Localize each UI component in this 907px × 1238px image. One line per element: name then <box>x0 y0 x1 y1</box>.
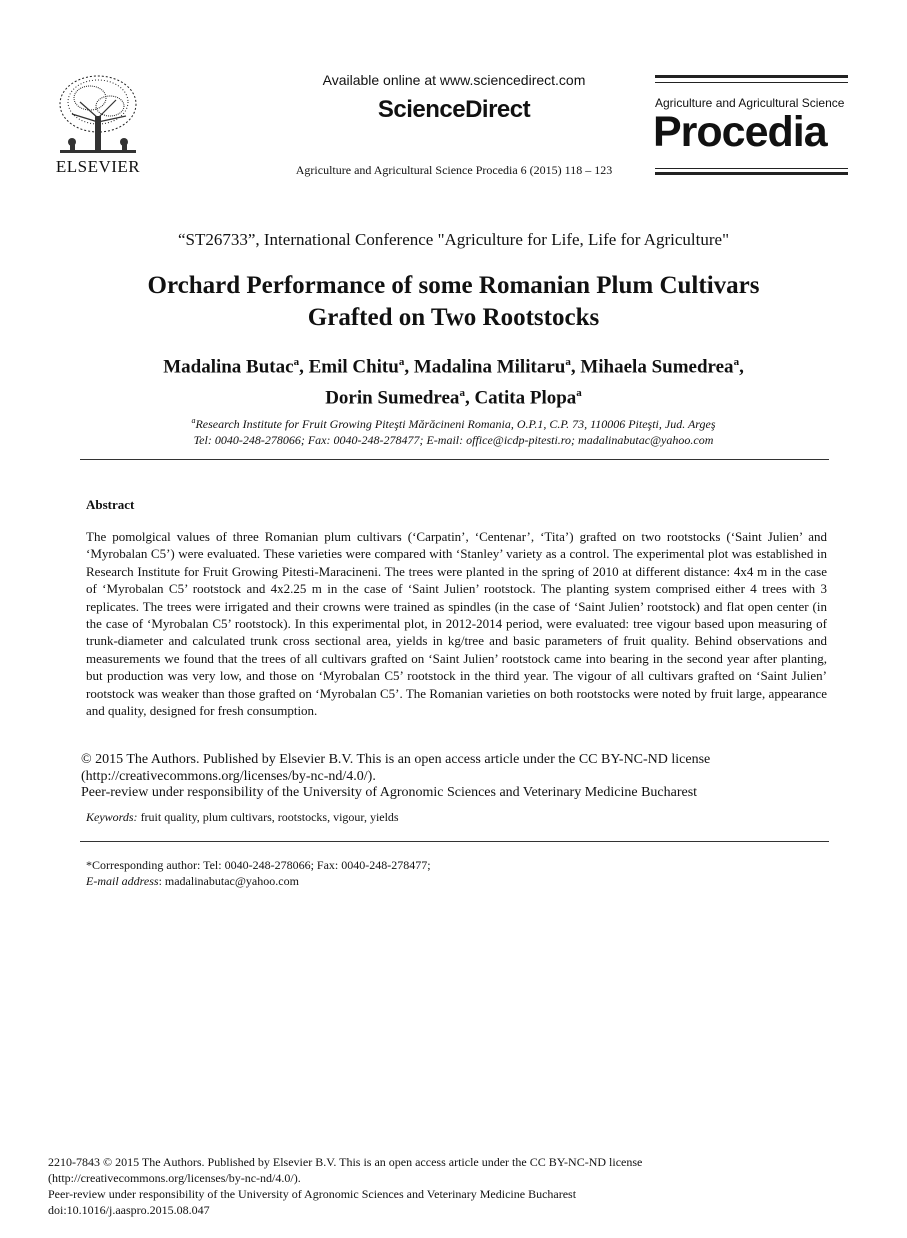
footer-license-link[interactable]: (http://creativecommons.org/licenses/by-nc-nd/4.0/). <box>48 1171 301 1185</box>
doi-link[interactable]: doi:10.1016/j.aaspro.2015.08.047 <box>48 1203 210 1217</box>
journal-citation: Agriculture and Agricultural Science Procedia 6 (2015) 118 – 123 <box>295 163 613 177</box>
abstract-body: The pomolgical values of three Romanian plum cultivars (‘Carpatin’, ‘Centenar’, ‘Tita’) grafted on two rootstocks (‘Saint Julien’ and ‘Myrobalan C5’) were evaluated. These varieties were compared with ‘Stanley’ variety as a control. The experimental plot was established in Research Institute for Fruit Growing Pitesti-Maracineni. The trees were planted in the spring of 2010 at different distance: 4x4 m in the case of ‘Myrobalan C5’ rootstock and 4x2.25 m in the case of ‘Saint Julien’ rootstock. The planting system comprised either 4 trees with 3 replicates. The trees were irrigated and their crowns were trained as spindles (in the case of ‘Saint Julien’ rootstock) and flat open center (in the case of ‘Myrobalan C5’ rootstock). In this experimental plot, in 2012-2014 period, were evaluated: tree vigour based upon measuring of trunk-diameter and calculated trunk cross sectional area, yields in kg/tree and basic parameters of fruit quality. Behind observations and measurements we found that the trees of all cultivars grafted on ‘Saint Julien’ rootstock came into bearing in the second year after planting, but production was very low, and those on ‘Myrobalan C5’ rootstock in the third year. The vigour of all cultivars grafted on ‘Saint Julien’ rootstock was weaker than those grafted on ‘Myrobalan C5’. The Romanian varieties on both rootstocks were noted by fruit large, appearance and quality, designed for fresh consumption. <box>86 529 827 719</box>
author-affiliation-sup: a <box>733 356 740 368</box>
author-name: Mihaela Sumedrea <box>580 356 734 378</box>
copyright-notice <box>81 752 831 802</box>
author-name: Madalina Butac <box>163 356 294 378</box>
author-line <box>60 380 847 411</box>
author-separator: , <box>570 356 581 378</box>
author-separator: , <box>739 356 744 378</box>
abstract-heading: Abstract <box>86 497 135 512</box>
author-list <box>60 349 847 412</box>
author-affiliation-sup: a <box>576 387 582 400</box>
title-line: Orchard Performance of some Romanian Plum Cultivars <box>147 272 760 299</box>
keywords-label: Keywords: <box>86 810 138 824</box>
author-name: Catita Plopa <box>474 387 577 409</box>
author-separator: , <box>299 356 309 378</box>
conference-name: “ST26733”, International Conference "Agriculture for Life, Life for Agriculture" <box>177 230 730 249</box>
corresponding-author-line: *Corresponding author: Tel: 0040-248-278066; Fax: 0040-248-278477; <box>86 858 431 872</box>
article-title <box>60 270 847 334</box>
footer-issn-line: 2210-7843 © 2015 The Authors. Published by Elsevier B.V. This is an open access article under the CC BY-NC-ND license <box>48 1155 643 1169</box>
author-affiliation-sup: a <box>565 356 571 368</box>
divider <box>80 841 829 842</box>
author-separator: , <box>404 356 414 378</box>
author-separator: , <box>464 387 475 409</box>
author-name: Madalina Militaru <box>413 356 566 378</box>
procedia-logo: Procedia <box>653 108 827 156</box>
page-footer <box>48 1154 868 1218</box>
sciencedirect-logo: ScienceDirect <box>377 96 531 123</box>
tree-icon <box>50 72 146 160</box>
affiliation-sup: a <box>191 416 196 425</box>
peer-review-line: Peer-review under responsibility of the University of Agronomic Sciences and Veterinary Medicine Bucharest <box>81 785 698 800</box>
author-line <box>60 349 847 380</box>
affiliation-block <box>60 413 847 448</box>
keywords-text: fruit quality, plum cultivars, rootstocks, vigour, yields <box>137 810 399 824</box>
available-online-text[interactable]: Available online at www.sciencedirect.com <box>322 72 586 88</box>
title-line: Grafted on Two Rootstocks <box>307 304 600 331</box>
corresponding-author-footnote <box>86 857 431 889</box>
affiliation-line <box>60 413 847 432</box>
author-affiliation-sup: a <box>398 356 405 368</box>
procedia-rule <box>655 75 848 78</box>
author-affiliation-sup: a <box>293 356 300 368</box>
email-label: E-mail address <box>86 874 159 888</box>
author-name: Emil Chitu <box>308 356 399 378</box>
email-address[interactable]: : madalinabutac@yahoo.com <box>158 874 299 888</box>
license-link[interactable]: (http://creativecommons.org/licenses/by-nc-nd/4.0/). <box>81 768 376 784</box>
procedia-rule <box>655 168 848 169</box>
keywords <box>86 810 399 825</box>
elsevier-wordmark: ELSEVIER <box>55 157 141 176</box>
procedia-subtitle: Agriculture and Agricultural Science <box>655 96 845 110</box>
contact-line: Tel: 0040-248-278066; Fax: 0040-248-278477; E-mail: office@icdp-pitesti.ro; madalinabutac@yahoo.com <box>193 433 714 447</box>
footer-peer-review-line: Peer-review under responsibility of the University of Agronomic Sciences and Veterinary Medicine Bucharest <box>48 1187 577 1201</box>
copyright-line: © 2015 The Authors. Published by Elsevier B.V. This is an open access article under the CC BY-NC-ND license <box>81 752 711 767</box>
author-affiliation-sup: a <box>459 387 465 400</box>
divider <box>80 459 829 460</box>
procedia-rule <box>655 82 848 83</box>
author-name: Dorin Sumedrea <box>325 387 460 409</box>
procedia-rule <box>655 172 848 175</box>
affiliation-text: Research Institute for Fruit Growing Piteşti Mărăcineni Romania, O.P.1, C.P. 73, 110006 Piteşti, Jud. Argeş <box>195 417 716 431</box>
